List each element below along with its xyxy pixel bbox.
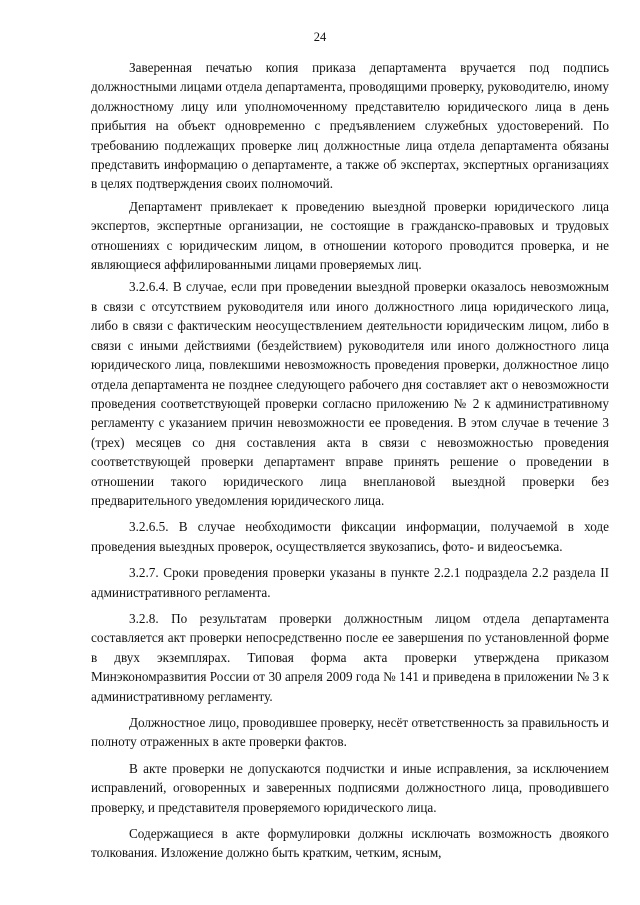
document-body — [91, 58, 609, 863]
paragraph-wording: Содержащиеся в акте формулировки должны исключать возможность двоякого толкования. Изложение должно быть кратким, четким, ясным, — [91, 826, 609, 861]
page-number: 24 — [313, 30, 327, 44]
paragraph-responsibility: Должностное лицо, проводившее проверку, несёт ответственность за правильность и полноту отраженных в акте проверки фактов. — [91, 715, 609, 750]
paragraph-seal-copy: Заверенная печатью копия приказа департамента вручается под подпись должностными лицами отдела департамента, проводящими проверку, руководителю, иному должностному лицу или уполномоченному представителю юридического лица в день прибытия на объект одновременно с предъявлением служебных удостоверений. По требованию подлежащих проверке лиц должностные лица отдела департамента обязаны представить информацию о департаменте, а также об экспертах, экспертных организациях в целях подтверждения своих полномочий. — [91, 60, 609, 192]
paragraph-3-2-8: 3.2.8. По результатам проверки должностным лицом отдела департамента составляется акт проверки непосредственно после ее завершения по установленной форме в двух экземплярах. Типовая форма акта проверки утверждена приказом Минэкономразвития России от 30 апреля 2009 года № 141 и приведена в приложении № 3 к административному регламенту. — [91, 610, 609, 704]
paragraph-corrections: В акте проверки не допускаются подчистки и иные исправления, за исключением исправлений, оговоренных и заверенных подписями должностного лица, проводившего проверку, и представителя проверяемого юридического лица. — [91, 760, 609, 815]
paragraph-3-2-6-4: 3.2.6.4. В случае, если при проведении выездной проверки оказалось невозможным в связи с отсутствием руководителя или иного должностного лица юридического лица, либо в связи с фактическим неосуществлением деятельности юридическим лицом, либо в связи с иными действиями (бездействием) руководителя или иного должностного лица юридического лица, повлекшими невозможность проведения проверки, должностное лицо отдела департамента не позднее следующего рабочего дня составляет акт о невозможности проведения соответствующей проверки согласно приложению № 2 к административному регламенту с указанием причин невозможности ее проведения. В этом случае в течение 3 (трех) месяцев со дня составления акта в связи с невозможностью проведения соответствующей проверки департамент вправе принять решение о проведении в отношении такого юридического лица внеплановой выездной проверки без предварительного уведомления юридического лица. — [91, 279, 609, 508]
paragraph-3-2-6-5: 3.2.6.5. В случае необходимости фиксации информации, получаемой в ходе проведения выездных проверок, осуществляется звукозапись, фото- и видеосъемка. — [91, 519, 609, 554]
paragraph-experts: Департамент привлекает к проведению выездной проверки юридического лица экспертов, экспертные организации, не состоящие в гражданско-правовых и трудовых отношениях с юридическим лицом, в отношении которого проводится проверка, и не являющиеся аффилированными лицами проверяемых лиц. — [91, 198, 609, 273]
paragraph-3-2-7: 3.2.7. Сроки проведения проверки указаны в пункте 2.2.1 подраздела 2.2 раздела II административного регламента. — [91, 565, 609, 600]
